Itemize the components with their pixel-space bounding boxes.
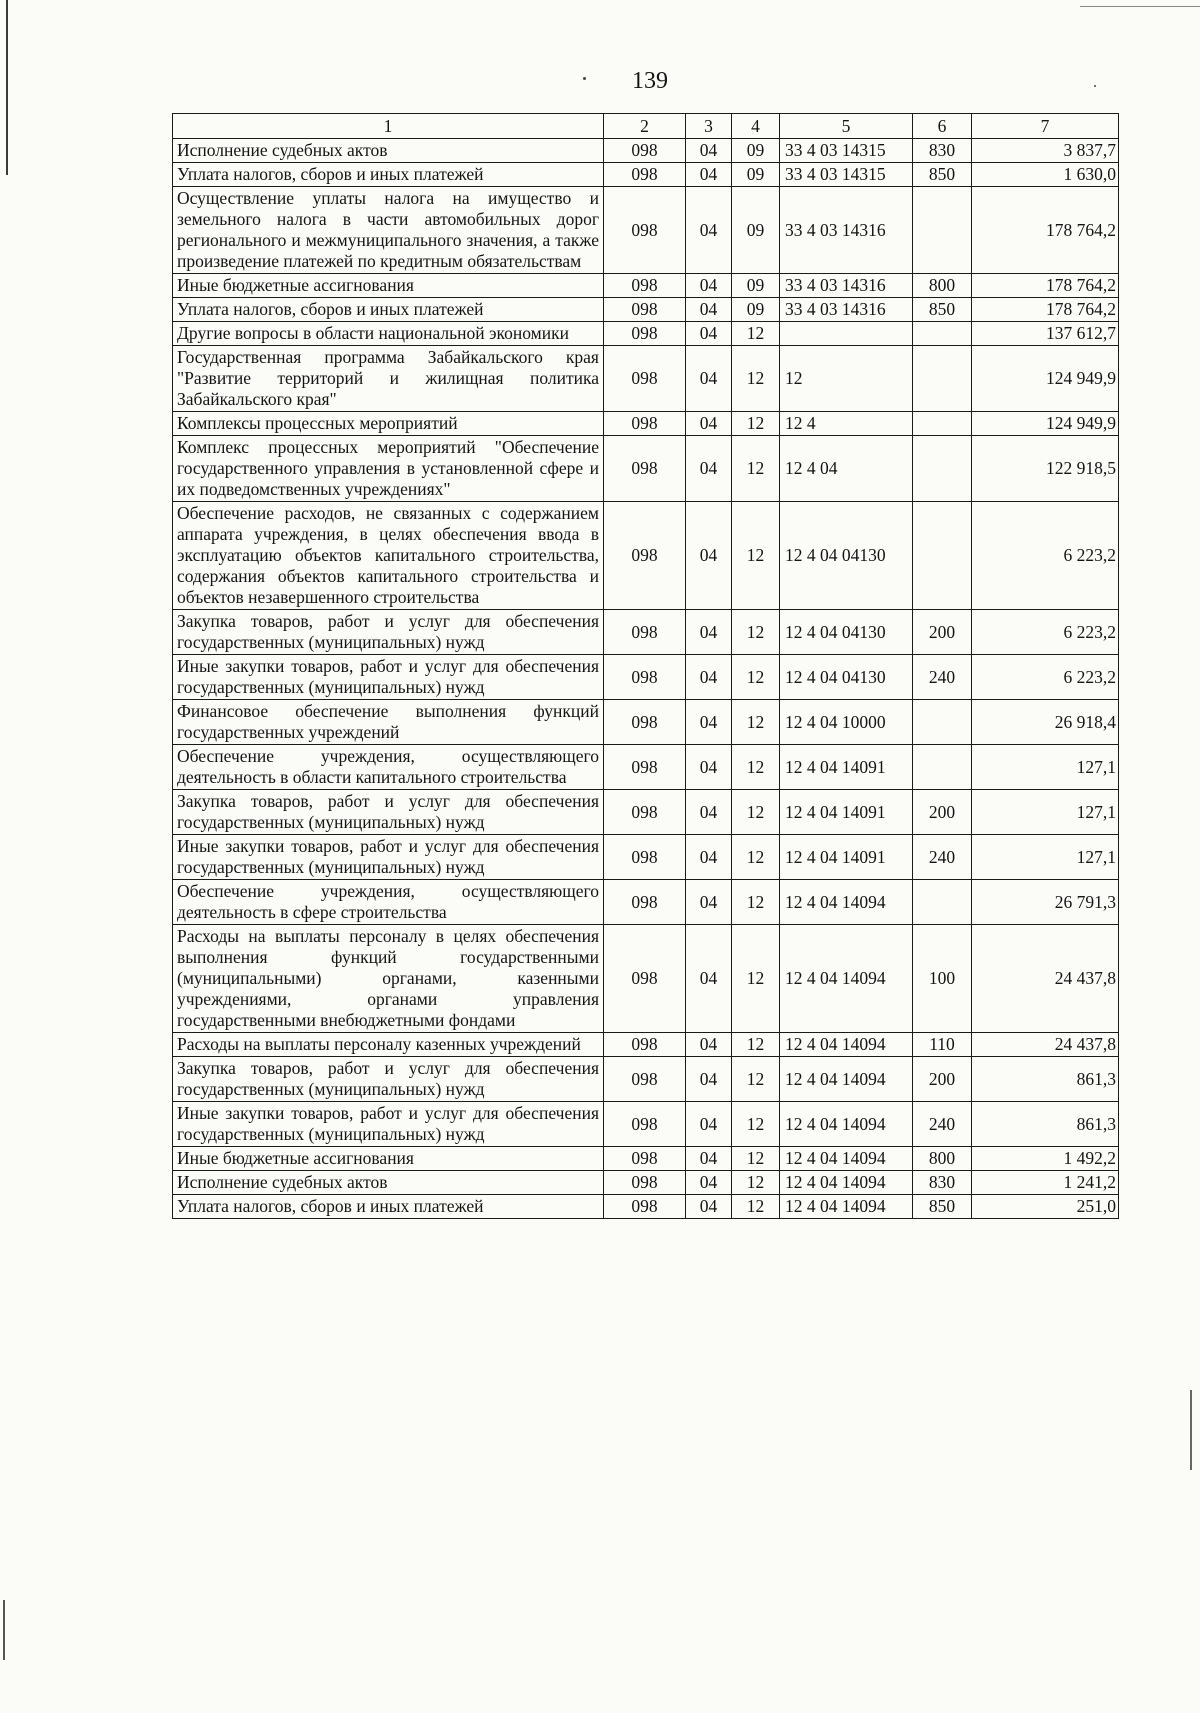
cell-name: Исполнение судебных актов bbox=[173, 139, 604, 163]
cell-section: 04 bbox=[686, 412, 732, 436]
cell-amount: 251,0 bbox=[972, 1195, 1119, 1219]
table-row bbox=[173, 835, 1119, 880]
cell-target-item: 12 4 04 bbox=[780, 436, 913, 502]
cell-expense-type: 850 bbox=[913, 1195, 972, 1219]
cell-amount: 26 791,3 bbox=[972, 880, 1119, 925]
cell-ministry: 098 bbox=[604, 1033, 686, 1057]
cell-subsection: 12 bbox=[732, 610, 780, 655]
table-row bbox=[173, 1171, 1119, 1195]
cell-name: Закупка товаров, работ и услуг для обеспечения государственных (муниципальных) нужд bbox=[173, 790, 604, 835]
cell-amount: 1 630,0 bbox=[972, 163, 1119, 187]
cell-ministry: 098 bbox=[604, 925, 686, 1033]
cell-target-item: 12 4 04 04130 bbox=[780, 610, 913, 655]
cell-name: Комплекс процессных мероприятий "Обеспечение государственного управления в установленной сфере и их подведомственных учреждениях" bbox=[173, 436, 604, 502]
table-row bbox=[173, 187, 1119, 274]
cell-target-item: 33 4 03 14316 bbox=[780, 298, 913, 322]
cell-expense-type bbox=[913, 502, 972, 610]
cell-amount: 122 918,5 bbox=[972, 436, 1119, 502]
cell-ministry: 098 bbox=[604, 346, 686, 412]
cell-ministry: 098 bbox=[604, 1147, 686, 1171]
cell-name: Иные бюджетные ассигнования bbox=[173, 274, 604, 298]
cell-target-item: 12 4 04 14094 bbox=[780, 1057, 913, 1102]
cell-target-item: 33 4 03 14316 bbox=[780, 274, 913, 298]
cell-expense-type bbox=[913, 322, 972, 346]
cell-name: Другие вопросы в области национальной экономики bbox=[173, 322, 604, 346]
cell-name: Комплексы процессных мероприятий bbox=[173, 412, 604, 436]
cell-target-item: 12 4 04 14094 bbox=[780, 1171, 913, 1195]
cell-name: Иные закупки товаров, работ и услуг для обеспечения государственных (муниципальных) нужд bbox=[173, 1102, 604, 1147]
cell-amount: 861,3 bbox=[972, 1057, 1119, 1102]
cell-subsection: 12 bbox=[732, 880, 780, 925]
cell-expense-type bbox=[913, 412, 972, 436]
cell-subsection: 09 bbox=[732, 139, 780, 163]
header-cell: 3 bbox=[686, 114, 732, 139]
cell-name: Исполнение судебных актов bbox=[173, 1171, 604, 1195]
cell-expense-type bbox=[913, 880, 972, 925]
cell-expense-type: 240 bbox=[913, 835, 972, 880]
header-cell: 5 bbox=[780, 114, 913, 139]
cell-target-item: 12 4 04 14091 bbox=[780, 790, 913, 835]
cell-name: Иные закупки товаров, работ и услуг для обеспечения государственных (муниципальных) нужд bbox=[173, 835, 604, 880]
cell-target-item: 12 4 bbox=[780, 412, 913, 436]
cell-subsection: 12 bbox=[732, 655, 780, 700]
cell-ministry: 098 bbox=[604, 790, 686, 835]
cell-subsection: 12 bbox=[732, 925, 780, 1033]
cell-section: 04 bbox=[686, 1195, 732, 1219]
cell-target-item: 12 4 04 14091 bbox=[780, 745, 913, 790]
cell-subsection: 12 bbox=[732, 1057, 780, 1102]
cell-target-item: 12 bbox=[780, 346, 913, 412]
cell-subsection: 12 bbox=[732, 1102, 780, 1147]
table-row bbox=[173, 346, 1119, 412]
cell-name: Закупка товаров, работ и услуг для обеспечения государственных (муниципальных) нужд bbox=[173, 1057, 604, 1102]
table-row bbox=[173, 274, 1119, 298]
cell-amount: 1 492,2 bbox=[972, 1147, 1119, 1171]
cell-expense-type: 800 bbox=[913, 1147, 972, 1171]
cell-ministry: 098 bbox=[604, 412, 686, 436]
cell-amount: 24 437,8 bbox=[972, 925, 1119, 1033]
cell-target-item: 33 4 03 14315 bbox=[780, 139, 913, 163]
cell-expense-type: 830 bbox=[913, 1171, 972, 1195]
cell-subsection: 12 bbox=[732, 1033, 780, 1057]
table-row bbox=[173, 925, 1119, 1033]
cell-subsection: 12 bbox=[732, 412, 780, 436]
table-row bbox=[173, 436, 1119, 502]
table-row bbox=[173, 1147, 1119, 1171]
cell-target-item: 12 4 04 14094 bbox=[780, 925, 913, 1033]
scan-edge-mark bbox=[1190, 1390, 1192, 1470]
cell-expense-type bbox=[913, 700, 972, 745]
cell-amount: 127,1 bbox=[972, 835, 1119, 880]
cell-amount: 6 223,2 bbox=[972, 610, 1119, 655]
cell-section: 04 bbox=[686, 790, 732, 835]
cell-ministry: 098 bbox=[604, 298, 686, 322]
table-row bbox=[173, 700, 1119, 745]
cell-ministry: 098 bbox=[604, 187, 686, 274]
cell-subsection: 12 bbox=[732, 745, 780, 790]
cell-section: 04 bbox=[686, 880, 732, 925]
cell-subsection: 12 bbox=[732, 1147, 780, 1171]
table-row bbox=[173, 880, 1119, 925]
cell-target-item: 12 4 04 14094 bbox=[780, 1033, 913, 1057]
cell-amount: 124 949,9 bbox=[972, 346, 1119, 412]
cell-name: Иные бюджетные ассигнования bbox=[173, 1147, 604, 1171]
cell-target-item: 12 4 04 14094 bbox=[780, 1147, 913, 1171]
header-row bbox=[173, 114, 1119, 139]
cell-expense-type: 100 bbox=[913, 925, 972, 1033]
cell-name: Закупка товаров, работ и услуг для обеспечения государственных (муниципальных) нужд bbox=[173, 610, 604, 655]
table-row bbox=[173, 655, 1119, 700]
cell-subsection: 12 bbox=[732, 700, 780, 745]
cell-amount: 137 612,7 bbox=[972, 322, 1119, 346]
table-row bbox=[173, 502, 1119, 610]
header-cell: 1 bbox=[173, 114, 604, 139]
cell-section: 04 bbox=[686, 298, 732, 322]
cell-name: Обеспечение расходов, не связанных с содержанием аппарата учреждения, в целях обеспечения ввода в эксплуатацию объектов капитального строительства, содержания объектов капитального строительства и объектов незавершенного строительства bbox=[173, 502, 604, 610]
cell-ministry: 098 bbox=[604, 1102, 686, 1147]
cell-target-item: 33 4 03 14316 bbox=[780, 187, 913, 274]
page-number: 139 bbox=[632, 68, 668, 94]
cell-ministry: 098 bbox=[604, 745, 686, 790]
cell-name: Осуществление уплаты налога на имущество и земельного налога в части автомобильных дорог регионального и межмуниципального значения, а также произведение платежей по кредитным обязательствам bbox=[173, 187, 604, 274]
cell-name: Обеспечение учреждения, осуществляющего деятельность в сфере строительства bbox=[173, 880, 604, 925]
scan-edge-mark bbox=[3, 1600, 5, 1660]
cell-amount: 6 223,2 bbox=[972, 502, 1119, 610]
header-cell: 4 bbox=[732, 114, 780, 139]
cell-section: 04 bbox=[686, 346, 732, 412]
cell-amount: 178 764,2 bbox=[972, 298, 1119, 322]
cell-ministry: 098 bbox=[604, 1057, 686, 1102]
cell-ministry: 098 bbox=[604, 1171, 686, 1195]
cell-target-item: 12 4 04 14094 bbox=[780, 880, 913, 925]
cell-expense-type bbox=[913, 745, 972, 790]
cell-subsection: 12 bbox=[732, 502, 780, 610]
cell-section: 04 bbox=[686, 274, 732, 298]
cell-ministry: 098 bbox=[604, 274, 686, 298]
cell-section: 04 bbox=[686, 835, 732, 880]
cell-amount: 127,1 bbox=[972, 745, 1119, 790]
cell-subsection: 09 bbox=[732, 163, 780, 187]
header-cell: 2 bbox=[604, 114, 686, 139]
table-row bbox=[173, 139, 1119, 163]
cell-subsection: 09 bbox=[732, 298, 780, 322]
cell-expense-type: 200 bbox=[913, 610, 972, 655]
cell-section: 04 bbox=[686, 502, 732, 610]
cell-ministry: 098 bbox=[604, 139, 686, 163]
table-body bbox=[173, 139, 1119, 1219]
cell-ministry: 098 bbox=[604, 700, 686, 745]
table-row bbox=[173, 322, 1119, 346]
cell-amount: 178 764,2 bbox=[972, 187, 1119, 274]
cell-expense-type: 110 bbox=[913, 1033, 972, 1057]
cell-expense-type: 850 bbox=[913, 163, 972, 187]
table-row bbox=[173, 1102, 1119, 1147]
table-row bbox=[173, 790, 1119, 835]
cell-ministry: 098 bbox=[604, 880, 686, 925]
cell-section: 04 bbox=[686, 655, 732, 700]
cell-amount: 26 918,4 bbox=[972, 700, 1119, 745]
cell-section: 04 bbox=[686, 322, 732, 346]
cell-amount: 1 241,2 bbox=[972, 1171, 1119, 1195]
cell-expense-type: 240 bbox=[913, 655, 972, 700]
cell-subsection: 12 bbox=[732, 1195, 780, 1219]
cell-target-item: 12 4 04 14091 bbox=[780, 835, 913, 880]
cell-subsection: 12 bbox=[732, 835, 780, 880]
cell-expense-type: 200 bbox=[913, 1057, 972, 1102]
cell-section: 04 bbox=[686, 139, 732, 163]
cell-ministry: 098 bbox=[604, 655, 686, 700]
table-row bbox=[173, 163, 1119, 187]
cell-section: 04 bbox=[686, 1057, 732, 1102]
cell-expense-type: 800 bbox=[913, 274, 972, 298]
cell-name: Расходы на выплаты персоналу казенных учреждений bbox=[173, 1033, 604, 1057]
cell-amount: 6 223,2 bbox=[972, 655, 1119, 700]
cell-expense-type: 850 bbox=[913, 298, 972, 322]
cell-expense-type bbox=[913, 436, 972, 502]
cell-ministry: 098 bbox=[604, 163, 686, 187]
cell-target-item: 12 4 04 14094 bbox=[780, 1195, 913, 1219]
cell-name: Расходы на выплаты персоналу в целях обеспечения выполнения функций государственными (муниципальными) органами, казенными учреждениями, органами управления государственными внебюджетными фондами bbox=[173, 925, 604, 1033]
cell-target-item: 33 4 03 14315 bbox=[780, 163, 913, 187]
cell-ministry: 098 bbox=[604, 610, 686, 655]
cell-name: Уплата налогов, сборов и иных платежей bbox=[173, 1195, 604, 1219]
header-cell: 7 bbox=[972, 114, 1119, 139]
cell-expense-type: 830 bbox=[913, 139, 972, 163]
cell-ministry: 098 bbox=[604, 322, 686, 346]
budget-table bbox=[172, 113, 1119, 1219]
cell-name: Государственная программа Забайкальского края "Развитие территорий и жилищная политика Забайкальского края" bbox=[173, 346, 604, 412]
cell-amount: 127,1 bbox=[972, 790, 1119, 835]
cell-section: 04 bbox=[686, 1147, 732, 1171]
cell-section: 04 bbox=[686, 1033, 732, 1057]
scan-edge-mark bbox=[1080, 6, 1200, 7]
cell-section: 04 bbox=[686, 187, 732, 274]
cell-expense-type bbox=[913, 187, 972, 274]
cell-ministry: 098 bbox=[604, 835, 686, 880]
table-row bbox=[173, 1195, 1119, 1219]
cell-section: 04 bbox=[686, 1171, 732, 1195]
table-row bbox=[173, 298, 1119, 322]
cell-section: 04 bbox=[686, 745, 732, 790]
cell-subsection: 12 bbox=[732, 346, 780, 412]
table-row bbox=[173, 412, 1119, 436]
cell-name: Иные закупки товаров, работ и услуг для обеспечения государственных (муниципальных) нужд bbox=[173, 655, 604, 700]
cell-target-item: 12 4 04 14094 bbox=[780, 1102, 913, 1147]
cell-section: 04 bbox=[686, 436, 732, 502]
cell-subsection: 12 bbox=[732, 1171, 780, 1195]
cell-section: 04 bbox=[686, 163, 732, 187]
cell-ministry: 098 bbox=[604, 436, 686, 502]
cell-section: 04 bbox=[686, 925, 732, 1033]
cell-amount: 24 437,8 bbox=[972, 1033, 1119, 1057]
cell-ministry: 098 bbox=[604, 502, 686, 610]
cell-subsection: 12 bbox=[732, 790, 780, 835]
cell-section: 04 bbox=[686, 700, 732, 745]
cell-amount: 861,3 bbox=[972, 1102, 1119, 1147]
cell-expense-type: 240 bbox=[913, 1102, 972, 1147]
table-row bbox=[173, 1033, 1119, 1057]
cell-name: Уплата налогов, сборов и иных платежей bbox=[173, 298, 604, 322]
cell-section: 04 bbox=[686, 1102, 732, 1147]
cell-name: Уплата налогов, сборов и иных платежей bbox=[173, 163, 604, 187]
cell-amount: 3 837,7 bbox=[972, 139, 1119, 163]
cell-expense-type bbox=[913, 346, 972, 412]
cell-amount: 124 949,9 bbox=[972, 412, 1119, 436]
cell-target-item: 12 4 04 04130 bbox=[780, 502, 913, 610]
table-row bbox=[173, 745, 1119, 790]
cell-expense-type: 200 bbox=[913, 790, 972, 835]
header-cell: 6 bbox=[913, 114, 972, 139]
table-row bbox=[173, 1057, 1119, 1102]
cell-subsection: 09 bbox=[732, 187, 780, 274]
cell-name: Обеспечение учреждения, осуществляющего деятельность в области капитального строительства bbox=[173, 745, 604, 790]
cell-subsection: 12 bbox=[732, 322, 780, 346]
cell-ministry: 098 bbox=[604, 1195, 686, 1219]
cell-subsection: 12 bbox=[732, 436, 780, 502]
table-row bbox=[173, 610, 1119, 655]
cell-target-item: 12 4 04 04130 bbox=[780, 655, 913, 700]
cell-target-item: 12 4 04 10000 bbox=[780, 700, 913, 745]
cell-subsection: 09 bbox=[732, 274, 780, 298]
cell-name: Финансовое обеспечение выполнения функций государственных учреждений bbox=[173, 700, 604, 745]
cell-amount: 178 764,2 bbox=[972, 274, 1119, 298]
cell-section: 04 bbox=[686, 610, 732, 655]
cell-target-item bbox=[780, 322, 913, 346]
